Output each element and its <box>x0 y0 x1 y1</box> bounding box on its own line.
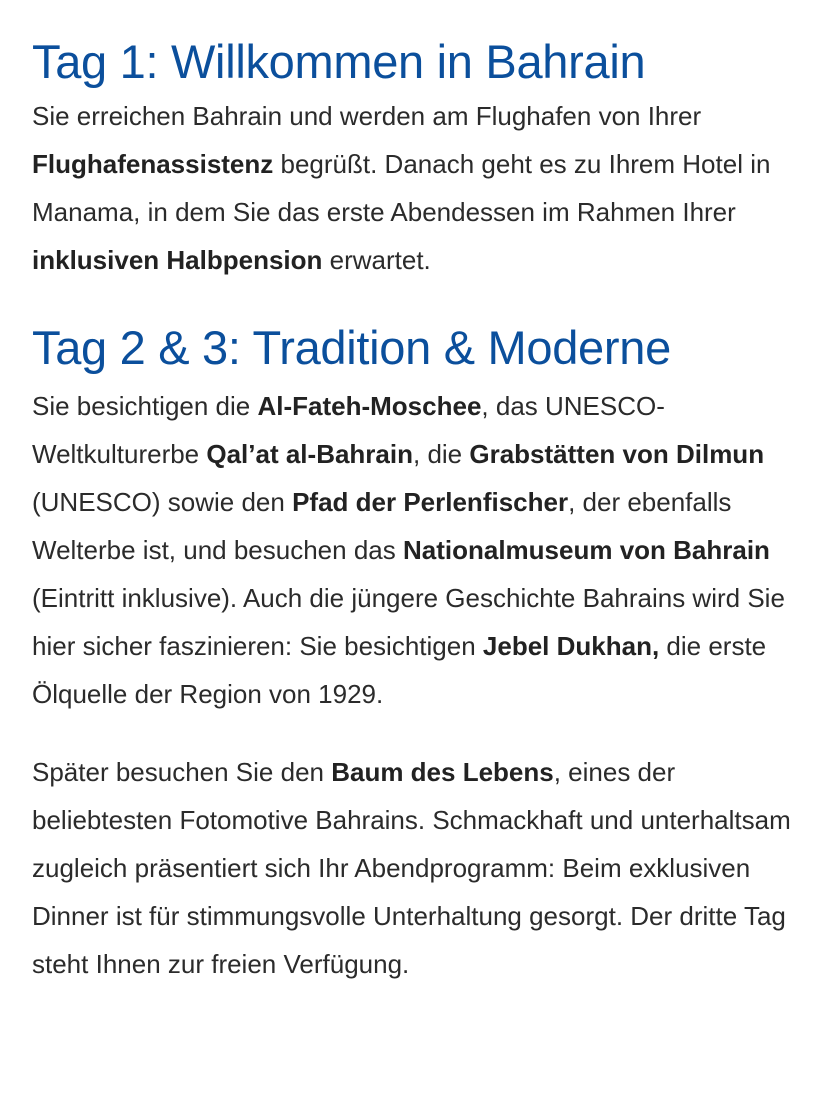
text: Sie erreichen Bahrain und werden am Flughafen von Ihrer <box>32 101 702 131</box>
highlight-airport-assistance: Flughafenassistenz <box>32 149 274 179</box>
text: erwartet. <box>322 245 431 275</box>
text: (UNESCO) sowie den <box>32 487 293 517</box>
text: , das UNESCO-Weltkulturerbe <box>32 391 665 469</box>
text: , die <box>413 439 470 469</box>
highlight-half-board: inklusiven Halbpension <box>32 245 323 275</box>
highlight-dilmun-burial-mounds: Grabstätten von Dilmun <box>469 439 765 469</box>
highlight-national-museum: Nationalmuseum von Bahrain <box>402 535 770 565</box>
text: Sie besichtigen die <box>32 391 258 421</box>
text: , der ebenfalls Welterbe ist, und besuchen das <box>32 487 732 565</box>
text: , eines der beliebtesten Fotomotive Bahrains. Schmackhaft und unterhaltsam zugleich präsentiert sich Ihr Abendprogramm: Beim exklusiven Dinner ist für stimmungsvolle Unterhaltung gesorgt. Der dritte Tag steht Ihnen zur freien Verfügung. <box>32 757 791 979</box>
text: die erste Ölquelle der Region von 1929. <box>32 631 767 709</box>
day-2-3-heading: Tag 2 & 3: Tradition & Moderne <box>32 321 671 374</box>
day-1-section <box>32 0 804 284</box>
highlight-al-fateh-mosque: Al-Fateh-Moschee <box>257 391 482 421</box>
text: Später besuchen Sie den <box>32 757 332 787</box>
day-1-heading: Tag 1: Willkommen in Bahrain <box>32 35 646 88</box>
day-2-3-paragraph-2 <box>32 748 804 988</box>
day-2-3-section <box>32 320 804 988</box>
day-2-3-paragraph-1 <box>32 382 804 718</box>
highlight-qalat-al-bahrain: Qal’at al-Bahrain <box>206 439 413 469</box>
text: begrüßt. Danach geht es zu Ihrem Hotel in Manama, in dem Sie das erste Abendessen im Rahmen Ihrer <box>32 149 771 227</box>
highlight-tree-of-life: Baum des Lebens <box>331 757 554 787</box>
highlight-pearling-path: Pfad der Perlenfischer <box>292 487 569 517</box>
day-1-paragraph <box>32 92 804 284</box>
text: (Eintritt inklusive). Auch die jüngere Geschichte Bahrains wird Sie hier sicher faszinieren: Sie besichtigen <box>32 583 785 661</box>
highlight-jebel-dukhan: Jebel Dukhan, <box>482 631 660 661</box>
